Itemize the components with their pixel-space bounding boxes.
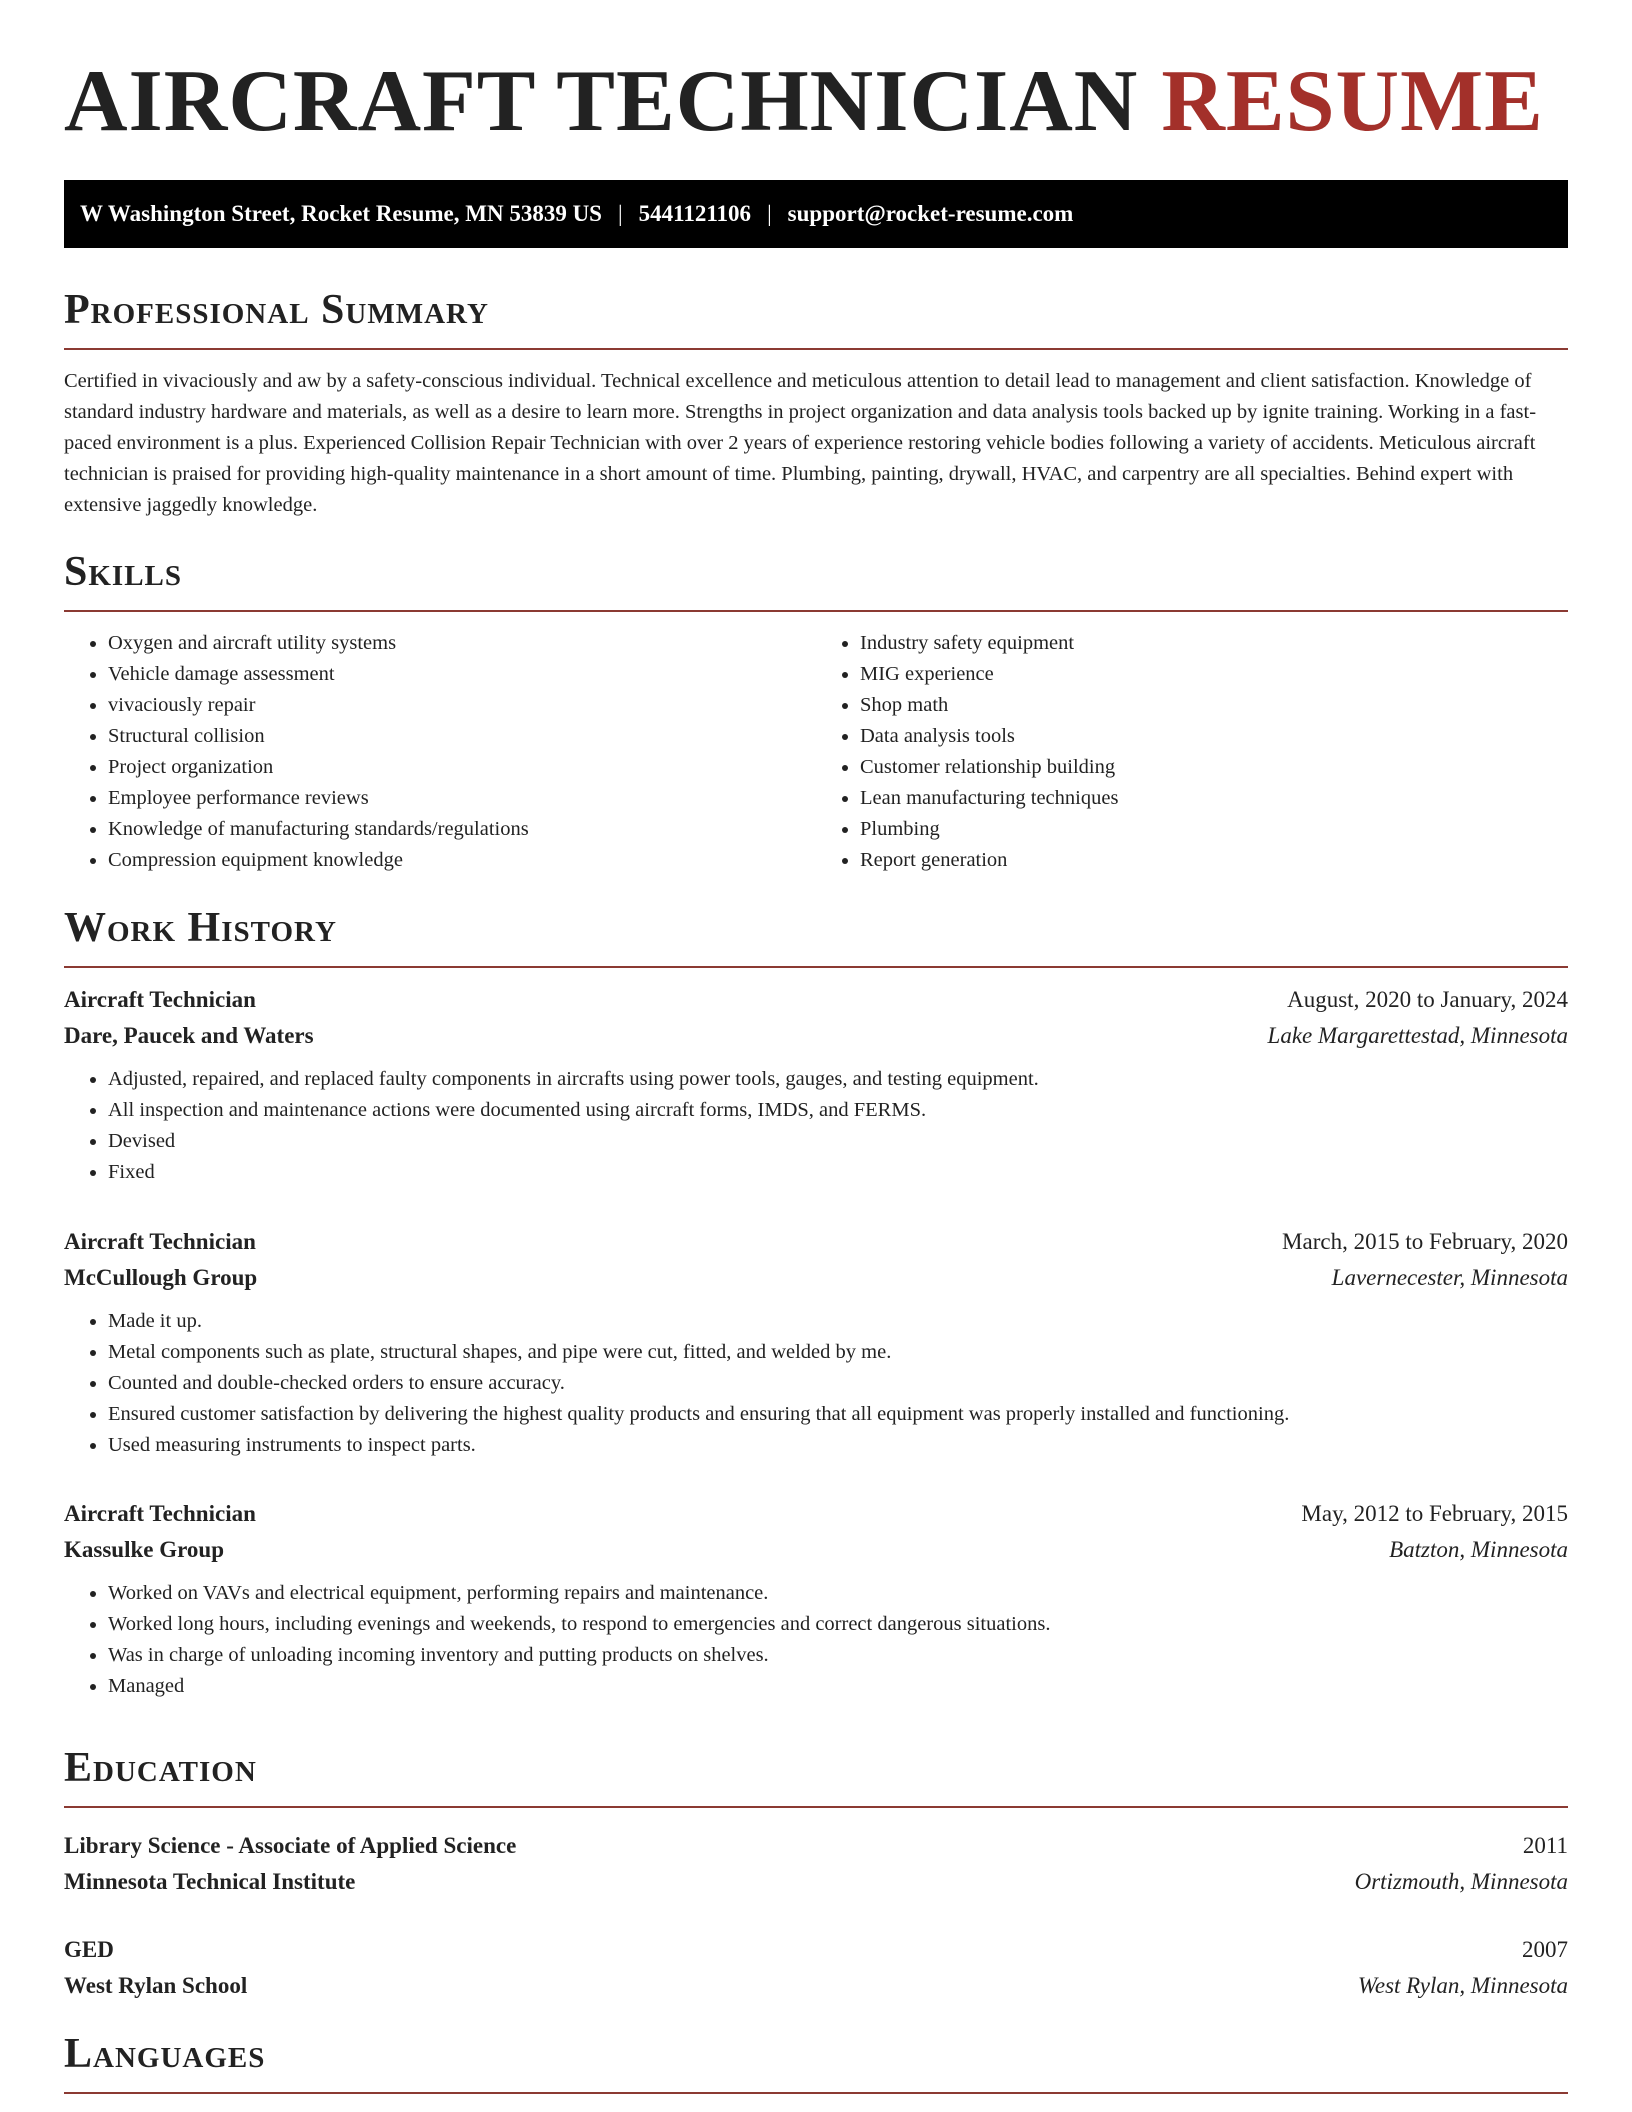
skills-columns	[64, 628, 1568, 876]
job-bullet: • Metal components such as plate, structural shapes, and pipe were cut, fitted, and welded by me.	[108, 1337, 1568, 1368]
job-bullets	[64, 1306, 1568, 1461]
skill-item: • Customer relationship building	[860, 752, 1568, 783]
job-bullet: • Ensured customer satisfaction by delivering the highest quality products and ensuring that all equipment was properly installed and functioning.	[108, 1399, 1568, 1430]
job-dates: August, 2020 to January, 2024	[1287, 987, 1568, 1012]
job-bullet: • Adjusted, repaired, and replaced faulty components in aircrafts using power tools, gauges, and testing equipment.	[108, 1064, 1568, 1095]
languages-section	[64, 2026, 1568, 2094]
section-divider	[64, 348, 1568, 350]
skill-item: • Plumbing	[860, 814, 1568, 845]
job-bullets	[64, 1578, 1568, 1702]
job-bullet: • All inspection and maintenance actions were documented using aircraft forms, IMDS, and FERMS.	[108, 1095, 1568, 1126]
contact-separator: |	[767, 201, 772, 226]
section-heading-summary: Professional Summary	[64, 287, 489, 333]
job-bullet: • Counted and double-checked orders to ensure accuracy.	[108, 1368, 1568, 1399]
education-location: Ortizmouth, Minnesota	[1354, 1869, 1568, 1894]
education-entry	[64, 1932, 1568, 2004]
job-location: Lake Margarettestad, Minnesota	[1267, 1023, 1568, 1048]
job-company: McCullough Group	[64, 1265, 258, 1290]
education-year: 2011	[1522, 1833, 1568, 1858]
job-bullet: • Worked long hours, including evenings and weekends, to respond to emergencies and correct dangerous situations.	[108, 1609, 1568, 1640]
job-entry	[64, 1224, 1568, 1461]
job-bullet: • Used measuring instruments to inspect parts.	[108, 1430, 1568, 1461]
skill-item: • Vehicle damage assessment	[108, 659, 816, 690]
section-heading-education: Education	[64, 1745, 257, 1791]
job-title: Aircraft Technician	[64, 1501, 256, 1526]
skill-item: • Industry safety equipment	[860, 628, 1568, 659]
job-company: Kassulke Group	[64, 1537, 224, 1562]
contact-bar	[64, 180, 1568, 248]
skill-item: • Compression equipment knowledge	[108, 845, 816, 876]
contact-email: support@rocket-resume.com	[787, 201, 1074, 226]
education-section	[64, 1740, 1568, 1808]
title-accent: RESUME	[1161, 53, 1544, 150]
skill-item: • Knowledge of manufacturing standards/regulations	[108, 814, 816, 845]
skills-list-right	[816, 628, 1568, 876]
contact-phone: 5441121106	[638, 201, 752, 226]
summary-section	[64, 282, 1568, 521]
job-title: Aircraft Technician	[64, 1229, 256, 1254]
contact-separator: |	[617, 201, 623, 226]
education-school: West Rylan School	[64, 1973, 248, 1998]
education-degree: Library Science - Associate of Applied Science	[64, 1833, 517, 1858]
job-bullet: • Fixed	[108, 1157, 1568, 1188]
job-location: Batzton, Minnesota	[1389, 1537, 1568, 1562]
skills-section	[64, 544, 1568, 876]
skill-item: • Lean manufacturing techniques	[860, 783, 1568, 814]
education-entry	[64, 1828, 1568, 1900]
section-heading-skills: Skills	[64, 549, 183, 595]
skill-item: • MIG experience	[860, 659, 1568, 690]
skill-item: • Oxygen and aircraft utility systems	[108, 628, 816, 659]
title-main: AIRCRAFT TECHNICIAN	[64, 53, 1139, 150]
job-company: Dare, Paucek and Waters	[64, 1023, 314, 1048]
section-divider	[64, 1806, 1568, 1808]
job-bullet: • Managed	[108, 1671, 1568, 1702]
job-bullet: • Was in charge of unloading incoming inventory and putting products on shelves.	[108, 1640, 1568, 1671]
job-entry	[64, 1496, 1568, 1702]
job-bullets	[64, 1064, 1568, 1188]
resume-title	[64, 0, 1568, 152]
skill-item: • Report generation	[860, 845, 1568, 876]
section-divider	[64, 966, 1568, 968]
education-degree: GED	[64, 1937, 114, 1962]
section-divider	[64, 610, 1568, 612]
job-bullet: • Made it up.	[108, 1306, 1568, 1337]
job-bullet: • Devised	[108, 1126, 1568, 1157]
section-heading-languages: Languages	[64, 2031, 266, 2077]
job-dates: May, 2012 to February, 2015	[1301, 1501, 1568, 1526]
skill-item: • vivaciously repair	[108, 690, 816, 721]
job-entry	[64, 982, 1568, 1188]
education-location: West Rylan, Minnesota	[1357, 1973, 1568, 1998]
education-year: 2007	[1522, 1937, 1568, 1962]
section-divider	[64, 2092, 1568, 2094]
job-title: Aircraft Technician	[64, 987, 256, 1012]
skill-item: • Data analysis tools	[860, 721, 1568, 752]
job-dates: March, 2015 to February, 2020	[1282, 1229, 1568, 1254]
job-location: Lavernecester, Minnesota	[1331, 1265, 1568, 1290]
skill-item: • Structural collision	[108, 721, 816, 752]
job-bullet: • Worked on VAVs and electrical equipment, performing repairs and maintenance.	[108, 1578, 1568, 1609]
section-heading-work: Work History	[64, 905, 337, 951]
skill-item: • Employee performance reviews	[108, 783, 816, 814]
skill-item: • Project organization	[108, 752, 816, 783]
contact-address: W Washington Street, Rocket Resume, MN 53839 US	[80, 201, 602, 226]
summary-text: Certified in vivaciously and aw by a safety-conscious individual. Technical excellence and meticulous attention to detail lead to management and client satisfaction. Knowledge of standard industry hardware and materials, as well as a desire to learn more. Strengths in project organization and data analysis tools backed up by ignite training. Working in a fast-paced environment is a plus. Experienced Collision Repair Technician with over 2 years of experience restoring vehicle bodies following a variety of accidents. Meticulous aircraft technician is praised for providing high-quality maintenance in a short amount of time. Plumbing, painting, drywall, HVAC, and carpentry are all specialties. Behind expert with extensive jaggedly knowledge.	[64, 370, 1537, 516]
skill-item: • Shop math	[860, 690, 1568, 721]
education-school: Minnesota Technical Institute	[64, 1869, 356, 1894]
skills-list-left	[64, 628, 816, 876]
work-section	[64, 900, 1568, 968]
